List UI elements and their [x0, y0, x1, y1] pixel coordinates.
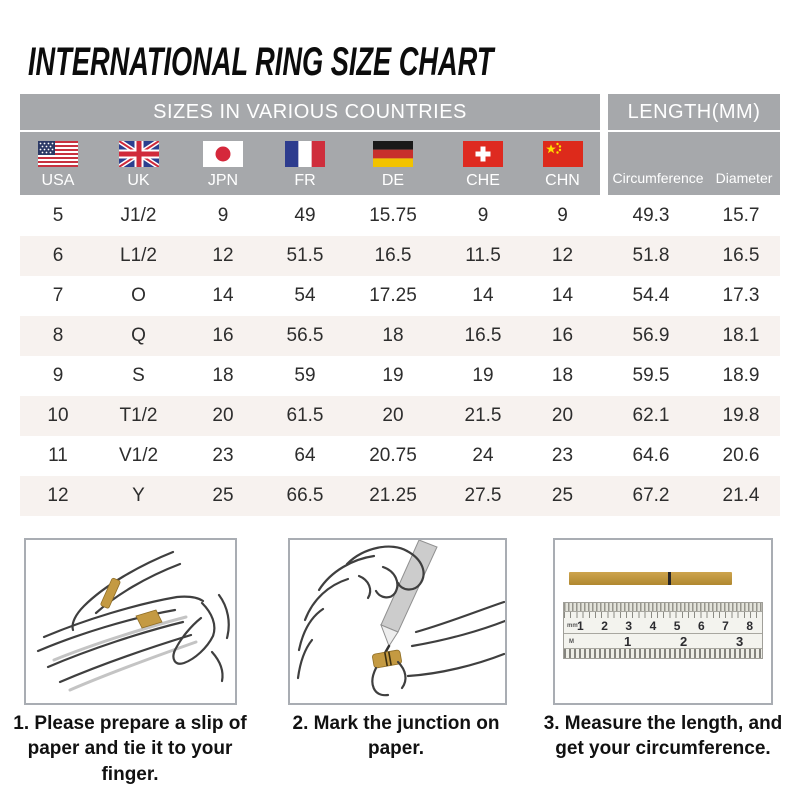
ruler-cm-number: 3 [625, 619, 633, 633]
ring-size-table [20, 196, 780, 516]
size-cell: 18.9 [722, 365, 760, 386]
size-cell: L1/2 [120, 245, 157, 266]
flag-row [20, 132, 600, 195]
size-cell: 21.5 [464, 405, 502, 426]
sizes-header-title: SIZES IN VARIOUS COUNTRIES [20, 94, 600, 132]
size-cell: 62.1 [632, 405, 670, 426]
country-label-fr: FR [294, 172, 316, 189]
ruler-cm-number: 4 [649, 619, 657, 633]
size-cell: 20 [382, 405, 404, 426]
size-cell: O [131, 285, 146, 306]
country-label-che: CHE [466, 172, 500, 189]
size-cell: 20 [551, 405, 574, 426]
size-cell: 61.5 [286, 405, 324, 426]
size-cell: J1/2 [120, 205, 157, 226]
country-label-chn: CHN [545, 172, 580, 189]
length-header-title: LENGTH(MM) [608, 94, 780, 132]
paper-strip-ring [372, 650, 402, 669]
mark-junction-illustration [290, 540, 505, 703]
size-cell: 7 [52, 285, 64, 306]
france-flag-icon [285, 141, 325, 167]
instruction-panel-2 [288, 538, 507, 705]
country-column-che [441, 132, 525, 195]
size-cell: 9 [477, 205, 489, 226]
size-cell: 54 [294, 285, 316, 306]
size-cell: 27.5 [464, 485, 502, 506]
country-label-usa: USA [41, 172, 75, 189]
size-cell: 12 [47, 485, 69, 506]
ruler-inch-scale [564, 634, 762, 649]
size-cell: V1/2 [118, 445, 159, 466]
table-row [20, 476, 780, 516]
ruler-cm-scale [564, 612, 762, 634]
table-row [20, 436, 780, 476]
size-cell: 6 [52, 245, 64, 266]
size-cell: 25 [551, 485, 574, 506]
switzerland-flag-icon [463, 141, 503, 167]
measure-length-illustration [555, 540, 771, 703]
size-cell: 23 [212, 445, 234, 466]
size-cell: 49.3 [632, 205, 670, 226]
size-cell: 14 [472, 285, 494, 306]
size-cell: 10 [47, 405, 69, 426]
size-cell: 19 [382, 365, 404, 386]
table-header [20, 94, 780, 195]
country-label-jpn: JPN [207, 172, 239, 189]
ruler-inch-unit: M [569, 639, 574, 645]
instruction-caption-2: 2. Mark the junction on paper. [292, 713, 500, 760]
country-column-uk [96, 132, 181, 195]
size-cell: 12 [212, 245, 234, 266]
size-cell: 11 [48, 445, 68, 466]
size-cell: 17.25 [369, 285, 417, 306]
length-header-section [608, 94, 780, 195]
germany-flag-icon [373, 141, 413, 167]
size-cell: 16 [212, 325, 234, 346]
diameter-column-label: Diameter [715, 170, 773, 186]
table-row [20, 276, 780, 316]
size-cell: 9 [217, 205, 229, 226]
size-cell: 19 [472, 365, 494, 386]
size-cell: 51.8 [632, 245, 670, 266]
size-cell: 15.7 [722, 205, 760, 226]
size-cell: 56.9 [632, 325, 670, 346]
ruler-teeth-edge [564, 649, 762, 658]
size-cell: 66.5 [286, 485, 324, 506]
ruler-cm-number: 1 [577, 619, 584, 633]
country-label-de: DE [381, 172, 405, 189]
size-cell: 15.75 [369, 205, 417, 226]
size-cell: 16.5 [464, 325, 502, 346]
country-label-uk: UK [127, 172, 150, 189]
size-cell: 56.5 [286, 325, 324, 346]
size-cell: Q [131, 325, 146, 346]
table-row [20, 356, 780, 396]
size-cell: 18.1 [722, 325, 760, 346]
page-title: INTERNATIONAL RING SIZE CHART [28, 40, 494, 84]
size-cell: 21.4 [722, 485, 760, 506]
instruction-caption-1: 1. Please prepare a slip of paper and tie it to your finger. [13, 713, 247, 785]
country-column-de [345, 132, 441, 195]
ruler-cm-number: 8 [746, 619, 753, 633]
size-cell: 9 [557, 205, 568, 226]
ruler-cm-number: 6 [697, 619, 705, 633]
usa-flag-icon [38, 141, 78, 167]
size-cell: 20.6 [722, 445, 760, 466]
size-cell: 18 [551, 365, 574, 386]
size-cell: 18 [382, 325, 404, 346]
size-cell: 16 [551, 325, 574, 346]
size-cell: T1/2 [119, 405, 158, 426]
country-column-jpn [181, 132, 265, 195]
japan-flag-icon [203, 141, 243, 167]
ruler-inch-number: 3 [736, 634, 744, 649]
size-cell: 9 [52, 365, 64, 386]
size-cell: 8 [52, 325, 64, 346]
sizes-header-section [20, 94, 600, 195]
size-cell: 14 [212, 285, 234, 306]
circumference-column-label: Circumference [612, 170, 704, 186]
size-cell: 12 [551, 245, 574, 266]
ruler-mm-unit: mm [567, 623, 578, 629]
size-cell: 24 [472, 445, 494, 466]
size-cell: 64.6 [632, 445, 670, 466]
junction-mark [668, 572, 671, 585]
size-cell: 23 [551, 445, 574, 466]
size-cell: 18 [212, 365, 234, 386]
size-cell: 59 [294, 365, 316, 386]
ruler-cm-number: 7 [722, 619, 729, 633]
size-cell: 20.75 [369, 445, 417, 466]
size-cell: 51.5 [286, 245, 324, 266]
size-cell: 64 [294, 445, 316, 466]
size-cell: 67.2 [632, 485, 670, 506]
size-cell: 11.5 [465, 245, 501, 266]
paper-strip [569, 572, 732, 585]
length-subheaders [608, 132, 780, 195]
size-cell: 16.5 [374, 245, 412, 266]
size-cell: Y [132, 485, 145, 506]
size-cell: 17.3 [722, 285, 760, 306]
ruler-icon [563, 602, 763, 659]
ruler-inch-number: 1 [624, 634, 632, 649]
uk-flag-icon [119, 141, 159, 167]
country-column-chn [525, 132, 600, 195]
size-cell: 19.8 [722, 405, 760, 426]
size-cell: 21.25 [369, 485, 417, 506]
size-cell: 25 [212, 485, 234, 506]
ruler-cm-number: 2 [601, 619, 608, 633]
country-column-usa [20, 132, 96, 195]
size-cell: S [132, 365, 145, 386]
size-cell: 54.4 [632, 285, 670, 306]
ring-size-table-body [20, 196, 780, 516]
size-cell: 14 [551, 285, 574, 306]
country-column-fr [265, 132, 345, 195]
size-cell: 16.5 [722, 245, 760, 266]
size-cell: 49 [294, 205, 316, 226]
ruler-cm-number: 5 [673, 619, 681, 633]
size-cell: 20 [212, 405, 234, 426]
ruler-inch-number: 2 [680, 634, 688, 649]
table-row [20, 236, 780, 276]
size-cell: 59.5 [632, 365, 670, 386]
table-row [20, 316, 780, 356]
table-row [20, 196, 780, 236]
instruction-caption-3: 3. Measure the length, and get your circumference. [543, 713, 783, 760]
instruction-panel-1 [24, 538, 237, 705]
table-row [20, 396, 780, 436]
china-flag-icon [543, 141, 583, 167]
size-cell: 5 [52, 205, 64, 226]
ruler-serrated-edge [564, 603, 762, 612]
instruction-panel-3 [553, 538, 773, 705]
hand-with-paper-illustration [26, 540, 235, 703]
